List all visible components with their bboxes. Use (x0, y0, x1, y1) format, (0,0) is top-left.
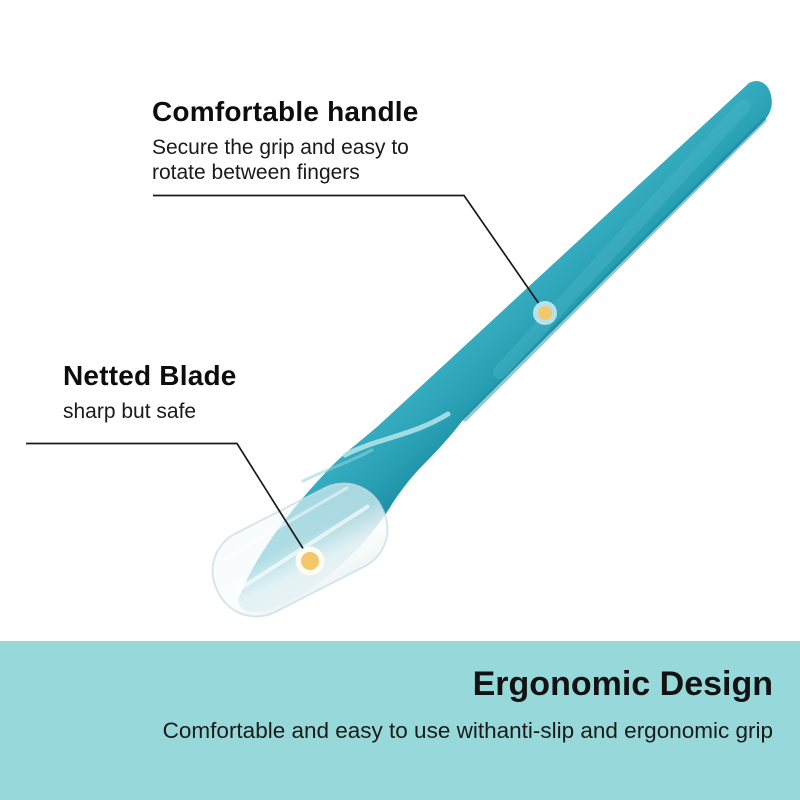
banner-subtitle: Comfortable and easy to use withanti-slip and ergonomic grip (162, 718, 773, 744)
marker-dot-handle (533, 301, 557, 325)
callout-blade (63, 361, 323, 425)
callout-blade-subtitle: sharp but safe (63, 400, 197, 424)
banner-title: Ergonomic Design (472, 665, 773, 703)
callout-handle (152, 97, 452, 186)
callout-handle-title: Comfortable handle (152, 96, 419, 127)
blade-cap (198, 469, 402, 631)
bottom-banner (0, 641, 800, 800)
leader-line-handle (153, 196, 544, 312)
handle-shadow-edge (465, 120, 764, 419)
marker-dot-blade (296, 547, 325, 576)
callout-handle-subtitle: Secure the grip and easy to rotate between fingers (152, 136, 409, 184)
callout-blade-title: Netted Blade (63, 360, 237, 391)
handle-highlight (500, 106, 744, 372)
